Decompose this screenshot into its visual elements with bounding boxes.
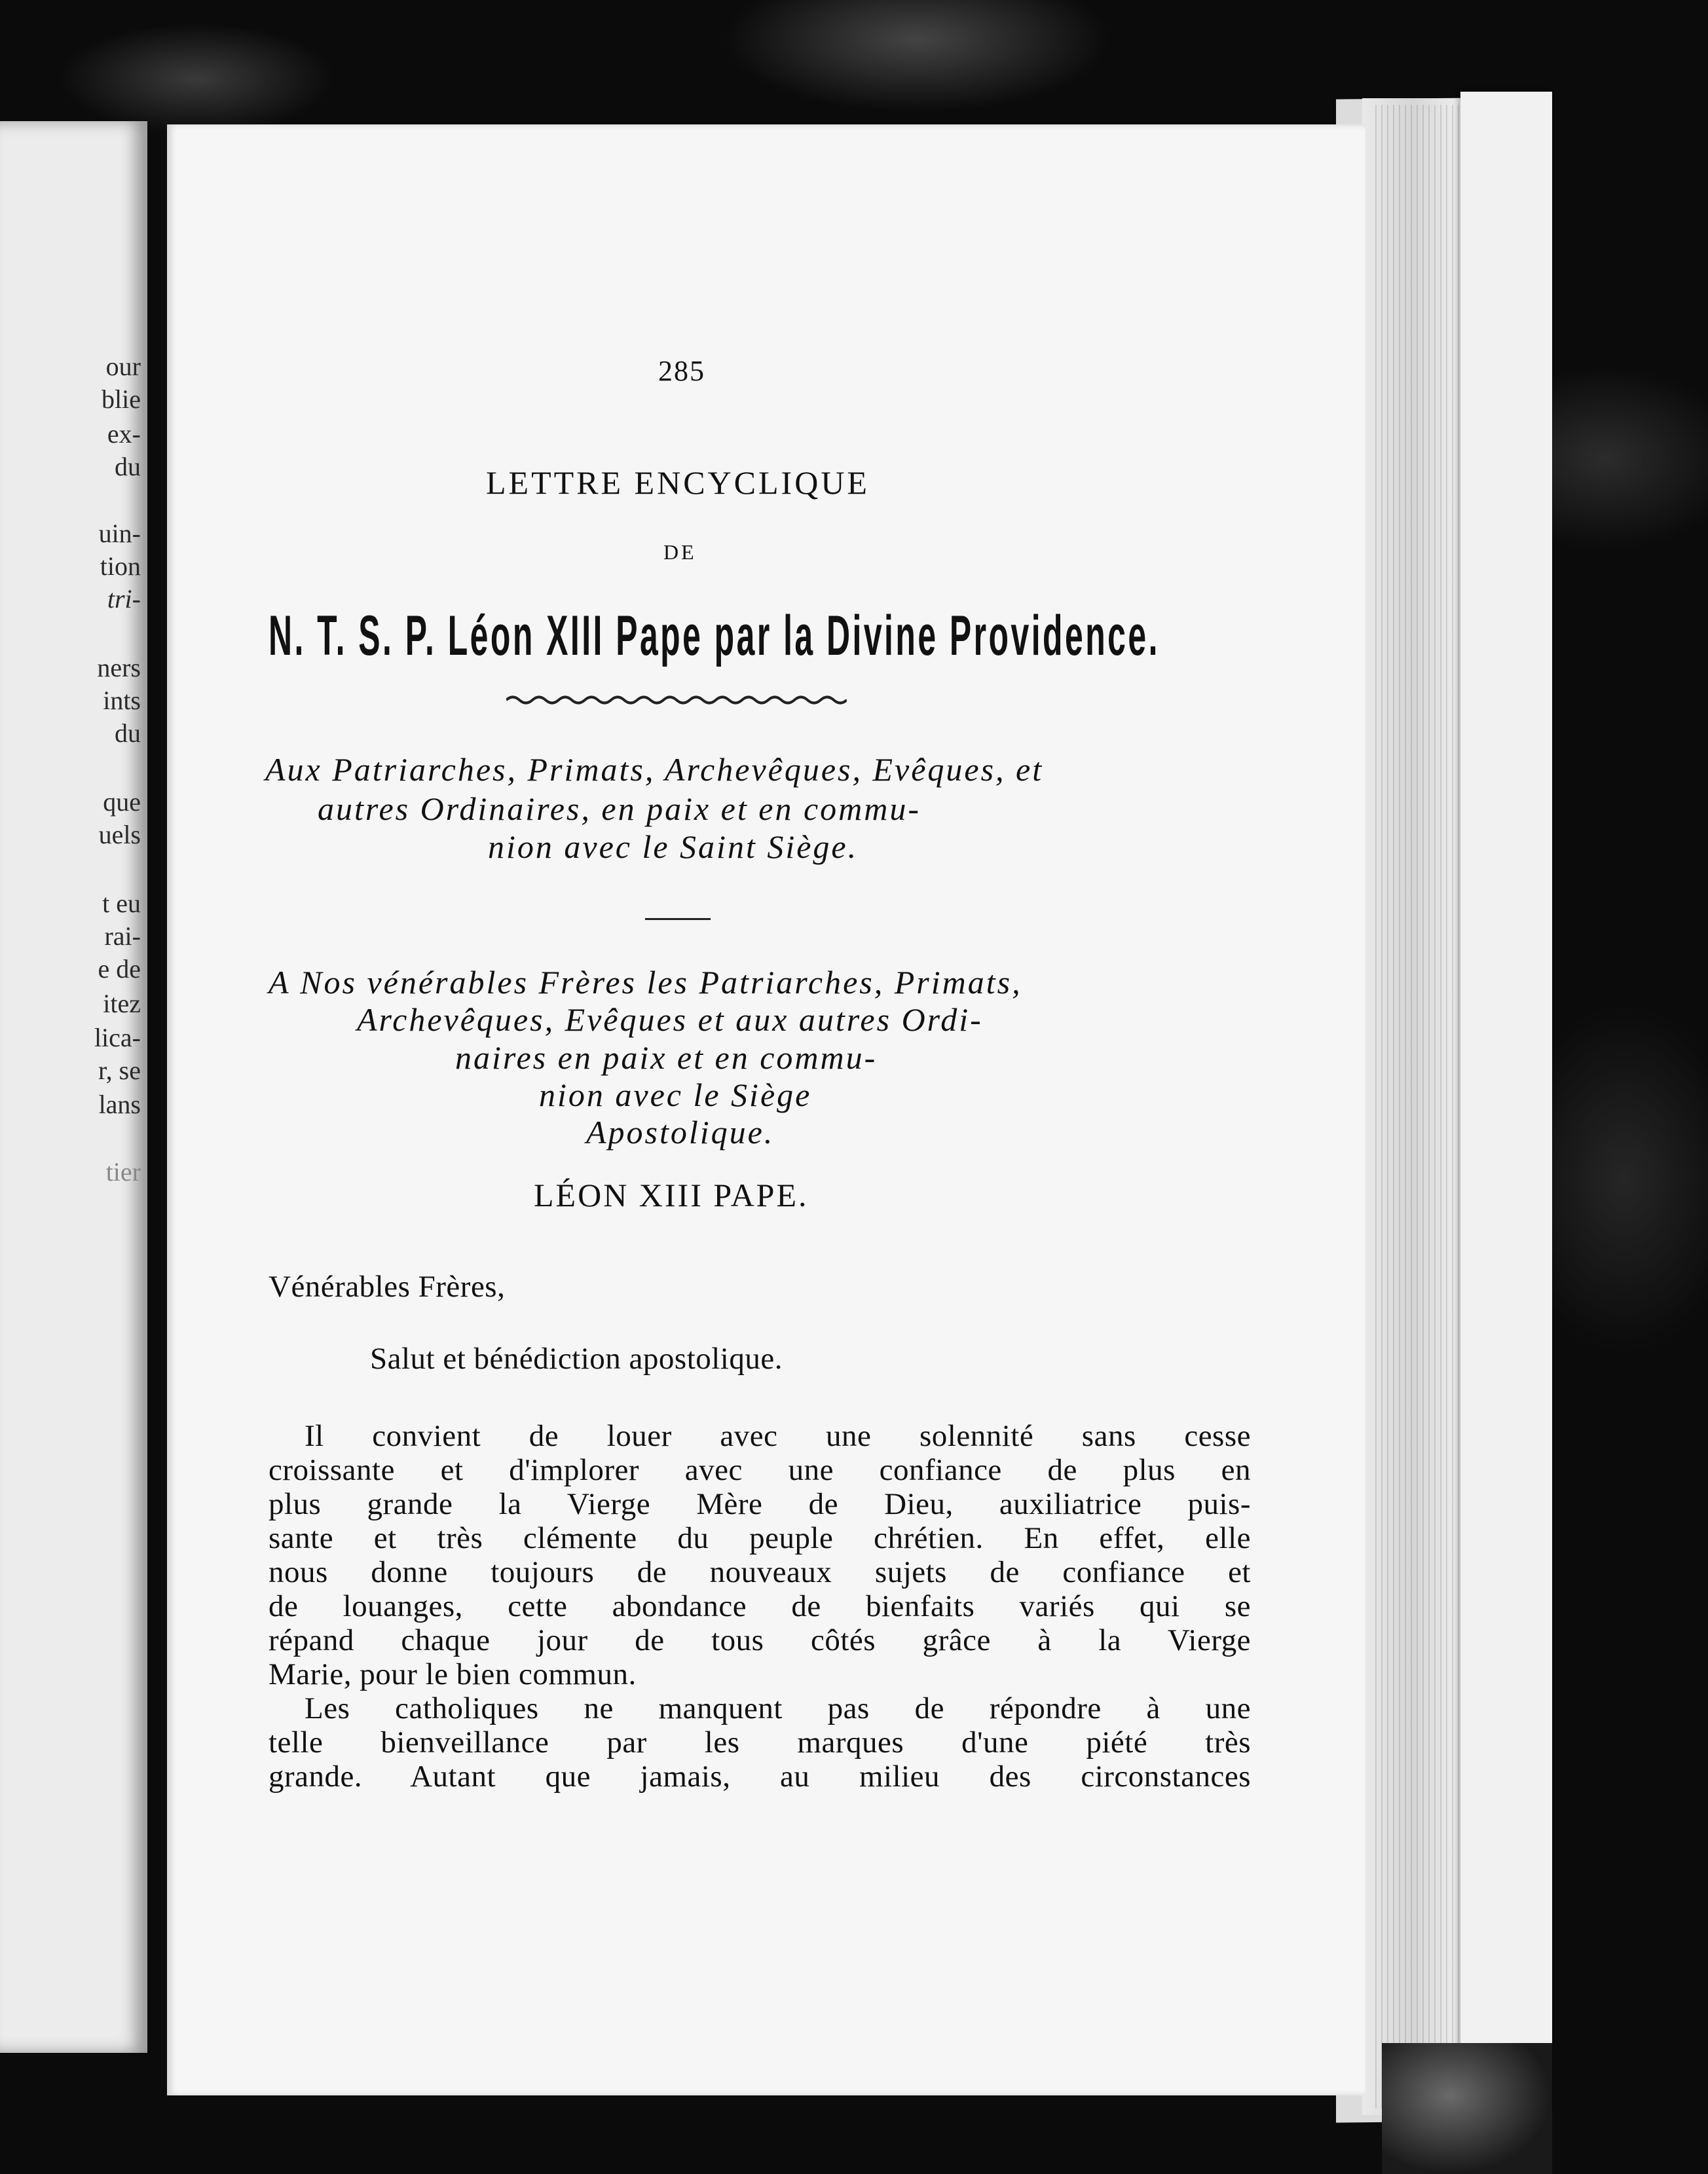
left-page-text: itez (103, 989, 141, 1018)
address-french-line: nion avec le Siège (539, 1077, 812, 1113)
left-page-text: r, se (98, 1056, 141, 1085)
left-page-text: du (115, 452, 141, 481)
address-french-line: naires en paix et en commu- (455, 1039, 878, 1076)
left-page-text: tri- (107, 584, 141, 614)
left-page-text: t eu (102, 889, 141, 918)
left-page-text: uels (98, 820, 141, 849)
left-page-text: uin- (98, 519, 141, 548)
address-latin-line: Aux Patriarches, Primats, Archevêques, Evêques, et (265, 751, 1044, 788)
ornament-divider (506, 694, 847, 706)
left-page-text: ints (103, 686, 141, 715)
left-page-text: ex- (107, 419, 141, 449)
body-line: telle bienveillance par les marques d'une piété très (269, 1725, 1251, 1759)
body-line: plus grande la Vierge Mère de Dieu, auxiliatrice puis- (269, 1487, 1251, 1521)
body-line: croissante et d'implorer avec une confiance de plus en (269, 1453, 1251, 1487)
body-line: Les catholiques ne manquent pas de répondre à une (305, 1691, 1251, 1725)
title-pope: N. T. S. P. Léon XIII Pape par la Divine Providence. (269, 604, 1160, 667)
left-page-text: du (115, 718, 141, 748)
left-page-text: tion (100, 551, 141, 581)
book-binding (1382, 2043, 1552, 2174)
body-line: grande. Autant que jamais, au milieu des circonstances (269, 1759, 1251, 1794)
address-french-line: A Nos vénérables Frères les Patriarches, Primats, (269, 964, 1022, 1001)
left-page-text: e de (98, 954, 141, 984)
left-page-text: que (103, 787, 141, 817)
title-de: DE (663, 540, 697, 564)
blessing: Salut et bénédiction apostolique. (370, 1342, 783, 1376)
address-french-line: Archevêques, Evêques et aux autres Ordi- (357, 1001, 983, 1038)
left-page-text: rai- (104, 921, 141, 951)
body-line: répand chaque jour de tous côtés grâce à la Vierge (269, 1623, 1251, 1657)
address-latin-line: autres Ordinaires, en paix et en commu- (318, 790, 921, 827)
body-line: de louanges, cette abondance de bienfaits variés qui se (269, 1589, 1251, 1623)
left-page-text: our (105, 352, 141, 381)
short-rule (645, 918, 711, 920)
page-stack-lines (1375, 105, 1474, 2109)
left-page-text: tier (105, 1157, 141, 1187)
page-stack-right (1460, 92, 1552, 2109)
left-page-text: ners (97, 653, 141, 682)
body-line: sante et très clémente du peuple chrétien. En effet, elle (269, 1521, 1251, 1555)
body-line: nous donne toujours de nouveaux sujets de confiance et (269, 1555, 1251, 1589)
body-line: Marie, pour le bien commun. (269, 1657, 637, 1691)
salutation: Vénérables Frères, (269, 1270, 506, 1304)
body-line: Il convient de louer avec une solennité sans cesse (305, 1419, 1251, 1453)
left-page-text: lica- (94, 1023, 141, 1052)
page-number: 285 (658, 355, 705, 387)
previous-page-fragment (0, 121, 147, 2053)
address-french-line: Apostolique. (586, 1114, 775, 1151)
pope-heading: LÉON XIII PAPE. (534, 1177, 809, 1213)
left-page-text: blie (102, 384, 141, 414)
document-page (167, 124, 1365, 2095)
address-latin-line: nion avec le Saint Siège. (488, 828, 859, 865)
left-page-text: lans (98, 1090, 141, 1119)
title-lettre-encyclique: LETTRE ENCYCLIQUE (486, 464, 870, 501)
